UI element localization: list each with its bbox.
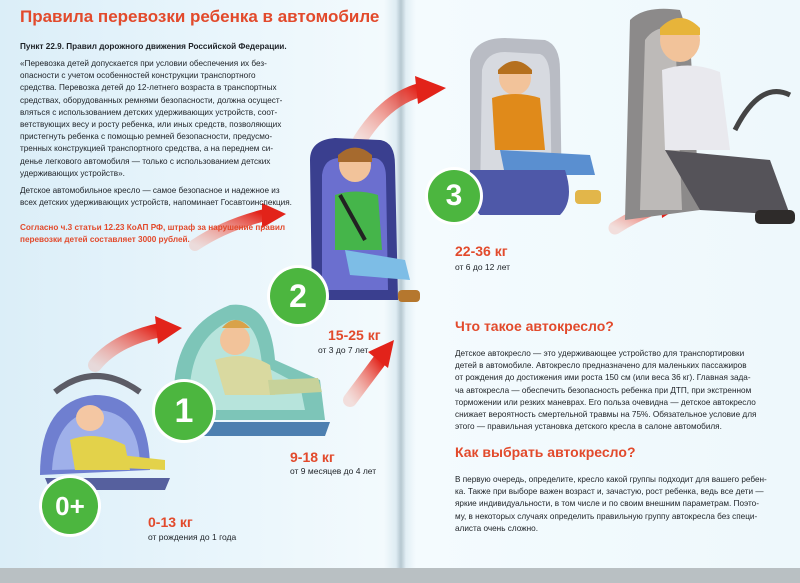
group-0plus-badge: 0+ <box>42 478 98 534</box>
group-1-weight: 9-18 кг <box>290 449 335 465</box>
quote-line: денье легкового автомобиля — только с использованием детских <box>20 156 271 166</box>
note-line: всех детских удерживающих устройств, напоминает Госавтоинспекция. <box>20 198 292 208</box>
group-2-badge: 2 <box>270 268 326 324</box>
quote-line: опасности с учетом особенностей конструкции транспортного <box>20 71 256 81</box>
fine-note <box>20 222 298 246</box>
para-line: снижает вероятность смертельной травмы на 75%. Обязательное условие для <box>455 410 757 420</box>
para-line: алиста очень сложно. <box>455 523 538 533</box>
para-line: детей в автомобиле. Автокресло предназначено для маленьких пассажиров <box>455 361 747 371</box>
how-to-choose-paragraph <box>455 474 795 535</box>
quote-line: тренных конструкцией транспортного средства, а на переднем си- <box>20 144 274 154</box>
quote-line: вляться с использованием детских удерживающих устройств, соот- <box>20 107 278 117</box>
rule-quote <box>20 58 298 180</box>
quote-line: «Перевозка детей допускается при условии обеспечения их без- <box>20 59 267 68</box>
para-line: му, в некоторых случаях определить правильную группу автокресла без специ- <box>455 511 758 521</box>
group-2-age: от 3 до 7 лет <box>318 345 369 355</box>
arrow-0-to-1 <box>95 316 182 365</box>
group3-booster-illustration <box>469 38 601 215</box>
para-line: от рождения до достижения ими роста 150 см (или веса 36 кг). Главная зада- <box>455 373 751 383</box>
group-0plus-age: от рождения до 1 года <box>148 532 237 542</box>
quote-line: ветствующих весу и росту ребенка, или иных средств, позволяющих <box>20 120 282 130</box>
fine-line: перевозки детей составляет 3000 рублей. <box>20 235 190 245</box>
group2-seat-illustration <box>310 138 420 302</box>
para-line: ча автокресла — обеспечить безопасность ребенка при ДТП, при экстренном <box>455 385 752 395</box>
fine-line: Согласно ч.3 статьи 12.23 КоАП РФ, штраф за нарушение правил <box>20 223 286 232</box>
para-line: торможении или резких маневрах. Его польза очевидна — детское автокресло <box>455 397 756 407</box>
scan-bottom-edge <box>0 568 800 583</box>
adult-driver-illustration <box>625 9 795 224</box>
group-1-badge: 1 <box>155 382 213 440</box>
arrow-2-to-3 <box>360 76 446 140</box>
para-line: Детское автокресло — это удерживающее устройство для транспортировки <box>455 349 745 358</box>
group-1-age: от 9 месяцев до 4 лет <box>290 466 377 476</box>
page-title: Правила перевозки ребенка в автомобиле <box>20 7 380 26</box>
seat-safety-note <box>20 185 298 209</box>
para-line: этого — правильная установка детского кресла в салоне автомобиля. <box>455 422 722 432</box>
note-line: Детское автомобильное кресло — самое безопасное и надежное из <box>20 186 280 195</box>
how-to-choose-heading: Как выбрать автокресло? <box>455 444 636 460</box>
what-is-paragraph <box>455 348 795 433</box>
para-line: яркие индивидуальности, в том числе и по своим внешним параметрам. Поэто- <box>455 499 759 509</box>
group-3-weight: 22-36 кг <box>455 243 508 259</box>
para-line: ка. Также при выборе важен возраст и, зачастую, рост ребенка, ведь все дети — <box>455 487 764 497</box>
quote-line: удерживающих устройств». <box>20 168 125 178</box>
para-line: В первую очередь, определите, кресло какой группы подходит для вашего ребен- <box>455 475 767 484</box>
group-3-age: от 6 до 12 лет <box>455 262 511 272</box>
infant-carrier-illustration <box>40 376 170 490</box>
what-is-heading: Что такое автокресло? <box>455 318 614 334</box>
rule-reference: Пункт 22.9. Правил дорожного движения Российской Федерации. <box>20 42 287 51</box>
quote-line: пристегнуть ребенка с помощью ремней безопасности, предусмо- <box>20 132 273 142</box>
group-2-weight: 15-25 кг <box>328 327 381 343</box>
quote-line: средствах, оборудованных ремнями безопасности, должна осущест- <box>20 95 283 105</box>
group-3-badge: 3 <box>428 170 480 222</box>
group-0plus-weight: 0-13 кг <box>148 514 193 530</box>
quote-line: средства. Перевозка детей до 12-летнего возраста в транспортных <box>20 83 277 93</box>
